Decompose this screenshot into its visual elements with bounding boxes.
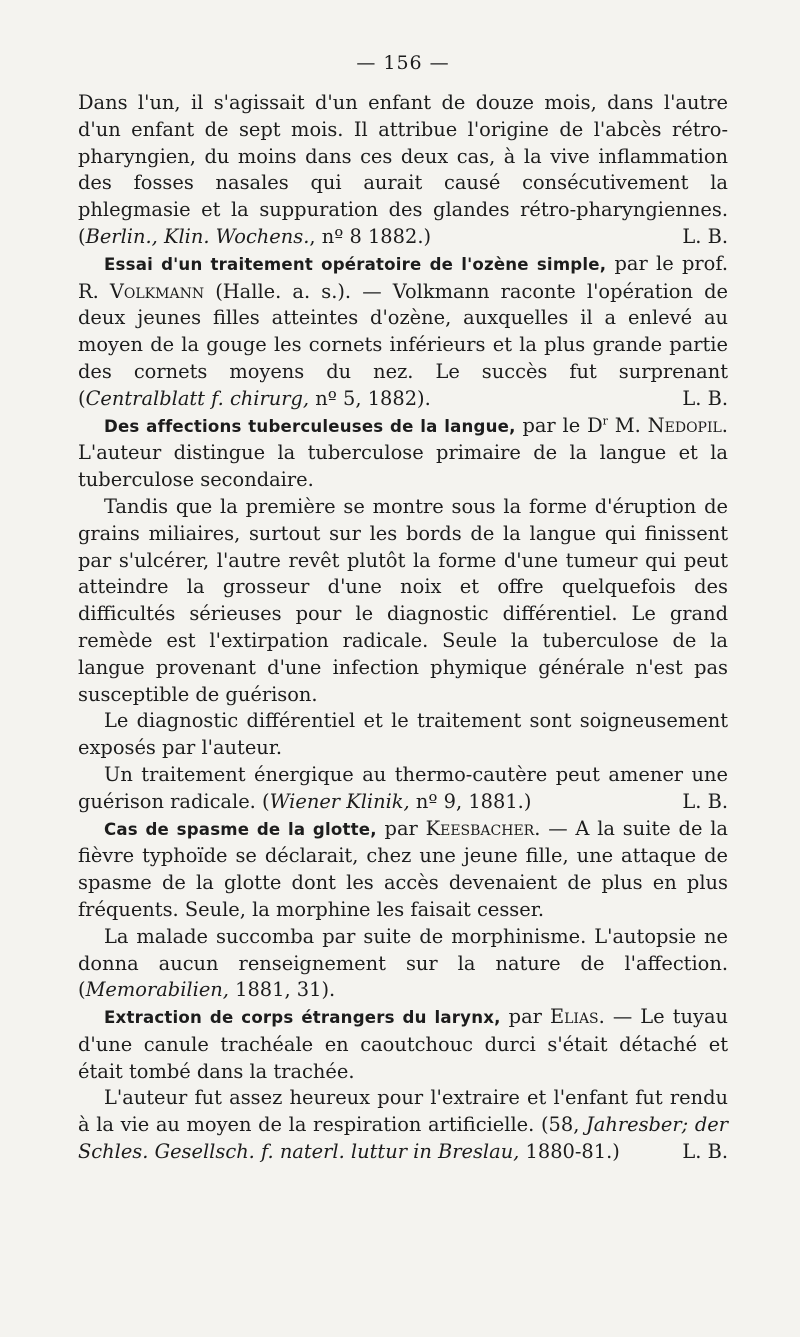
body-text: Tandis que la première se montre sous la forme d'éruption de grains miliaires, surtout sur les bords de la langue qui finissent par s'ulcérer, l'autre revêt plutôt la forme d'une tumeur qui peut atteindre la grosseur d'une noix et offre quelquefois des difficultés sérieuses pour le diagnostic différentiel. Le grand remède est l'extirpation radicale. Seule la tuberculose de la langue provenant d'une infection phymique générale n'est pas susceptible de guérison. [78,494,728,706]
signature: L. B. [682,224,728,248]
body-text: Un traitement énergique au thermo-cautère peut amener une guérison radicale. ( [78,762,728,813]
citation: Memorabilien, [85,978,229,1002]
byline: par le D [515,413,603,437]
citation-details: , nº 8 1882.) [309,224,432,248]
body-text: . — A la suite de la fièvre typhoïde se déclarait, chez une jeune fille, une attaque de spasme de la glotte dont les accès devenaient de plus en plus fréquents. Seule, la morphine les faisait cesser. [78,816,728,921]
body-text: . L'auteur distingue la tuberculose primaire de la langue et la tuberculose secondaire. [78,413,728,492]
citation-details: 1880-81.) [519,1140,620,1164]
page-number: — 156 — [356,52,450,74]
body-text: La malade succomba par suite de morphinisme. L'autopsie ne donna aucun renseignement sur la nature de l'affection. ( [78,924,728,1002]
author-name: Volkmann [109,279,205,303]
paragraph-5 [78,708,728,762]
signature: L. B. [682,789,728,813]
paragraph-8 [78,924,728,1004]
paragraph-3 [78,413,728,494]
paragraph-4 [78,494,728,708]
paragraph-10 [78,1085,728,1165]
byline-superscript: r [602,414,608,428]
body-text: Dans l'un, il s'agissait d'un enfant de douze mois, dans l'autre d'un enfant de sept mois. Il attribue l'origine de l'abcès rétro-pharyngien, du moins dans ces deux cas, à la vive inflammation des fosses nasales qui aurait causé consécutivement la phlegmasie et la suppuration des glandes rétro-pharyngiennes. ( [78,91,728,248]
signature: L. B. [682,1140,728,1164]
citation-details: nº 9, 1881.) [409,789,532,813]
body-text: L'auteur fut assez heureux pour l'extraire et l'enfant fut rendu à la vie au moyen de la respiration artificielle. (58, [78,1086,728,1137]
author-name: Nedopil [647,413,722,437]
author-name: Elias [549,1005,599,1029]
paragraph-6 [78,762,728,816]
citation-details: 1881, 31). [228,978,336,1002]
body-text: . — Le tuyau d'une canule trachéale en caoutchouc durci s'était détaché et était tombé dans la trachée. [78,1005,728,1083]
citation: Berlin., Klin. Wochens. [85,224,310,248]
signature: L. B. [682,386,728,410]
byline: par [376,816,426,840]
citation: Wiener Klinik, [269,789,410,813]
article-heading: Cas de spasme de la glotte, [104,819,377,839]
citation: Jahresber; der Schles. Gesellsch. f. naterl. luttur in Breslau, [78,1113,728,1164]
author-name: Keesbacher [425,816,535,840]
article-heading: Essai d'un traitement opératoire de l'ozène simple, [104,254,607,274]
byline-name: M. [607,413,648,437]
body-text: (Halle. a. s.). — Volkmann raconte l'opération de deux jeunes filles atteintes d'ozène, auxquelles il a enlevé au moyen de la gouge les cornets inférieurs et la plus grande partie des cornets moyens du nez. Le succès fut surprenant ( [78,279,728,410]
article-heading: Extraction de corps étrangers du larynx, [104,1008,501,1028]
article-heading: Des affections tuberculeuses de la langue, [104,416,516,436]
paragraph-2 [78,251,728,413]
byline: par le prof. R. [78,251,728,303]
byline: par [500,1005,550,1029]
citation: Centralblatt f. chirurg, [85,386,310,410]
paragraph-1 [78,90,728,251]
paragraph-7 [78,816,728,924]
paragraph-9 [78,1004,728,1085]
body-text: Le diagnostic différentiel et le traitement sont soigneusement exposés par l'auteur. [78,709,728,760]
citation-details: nº 5, 1882). [309,386,431,410]
